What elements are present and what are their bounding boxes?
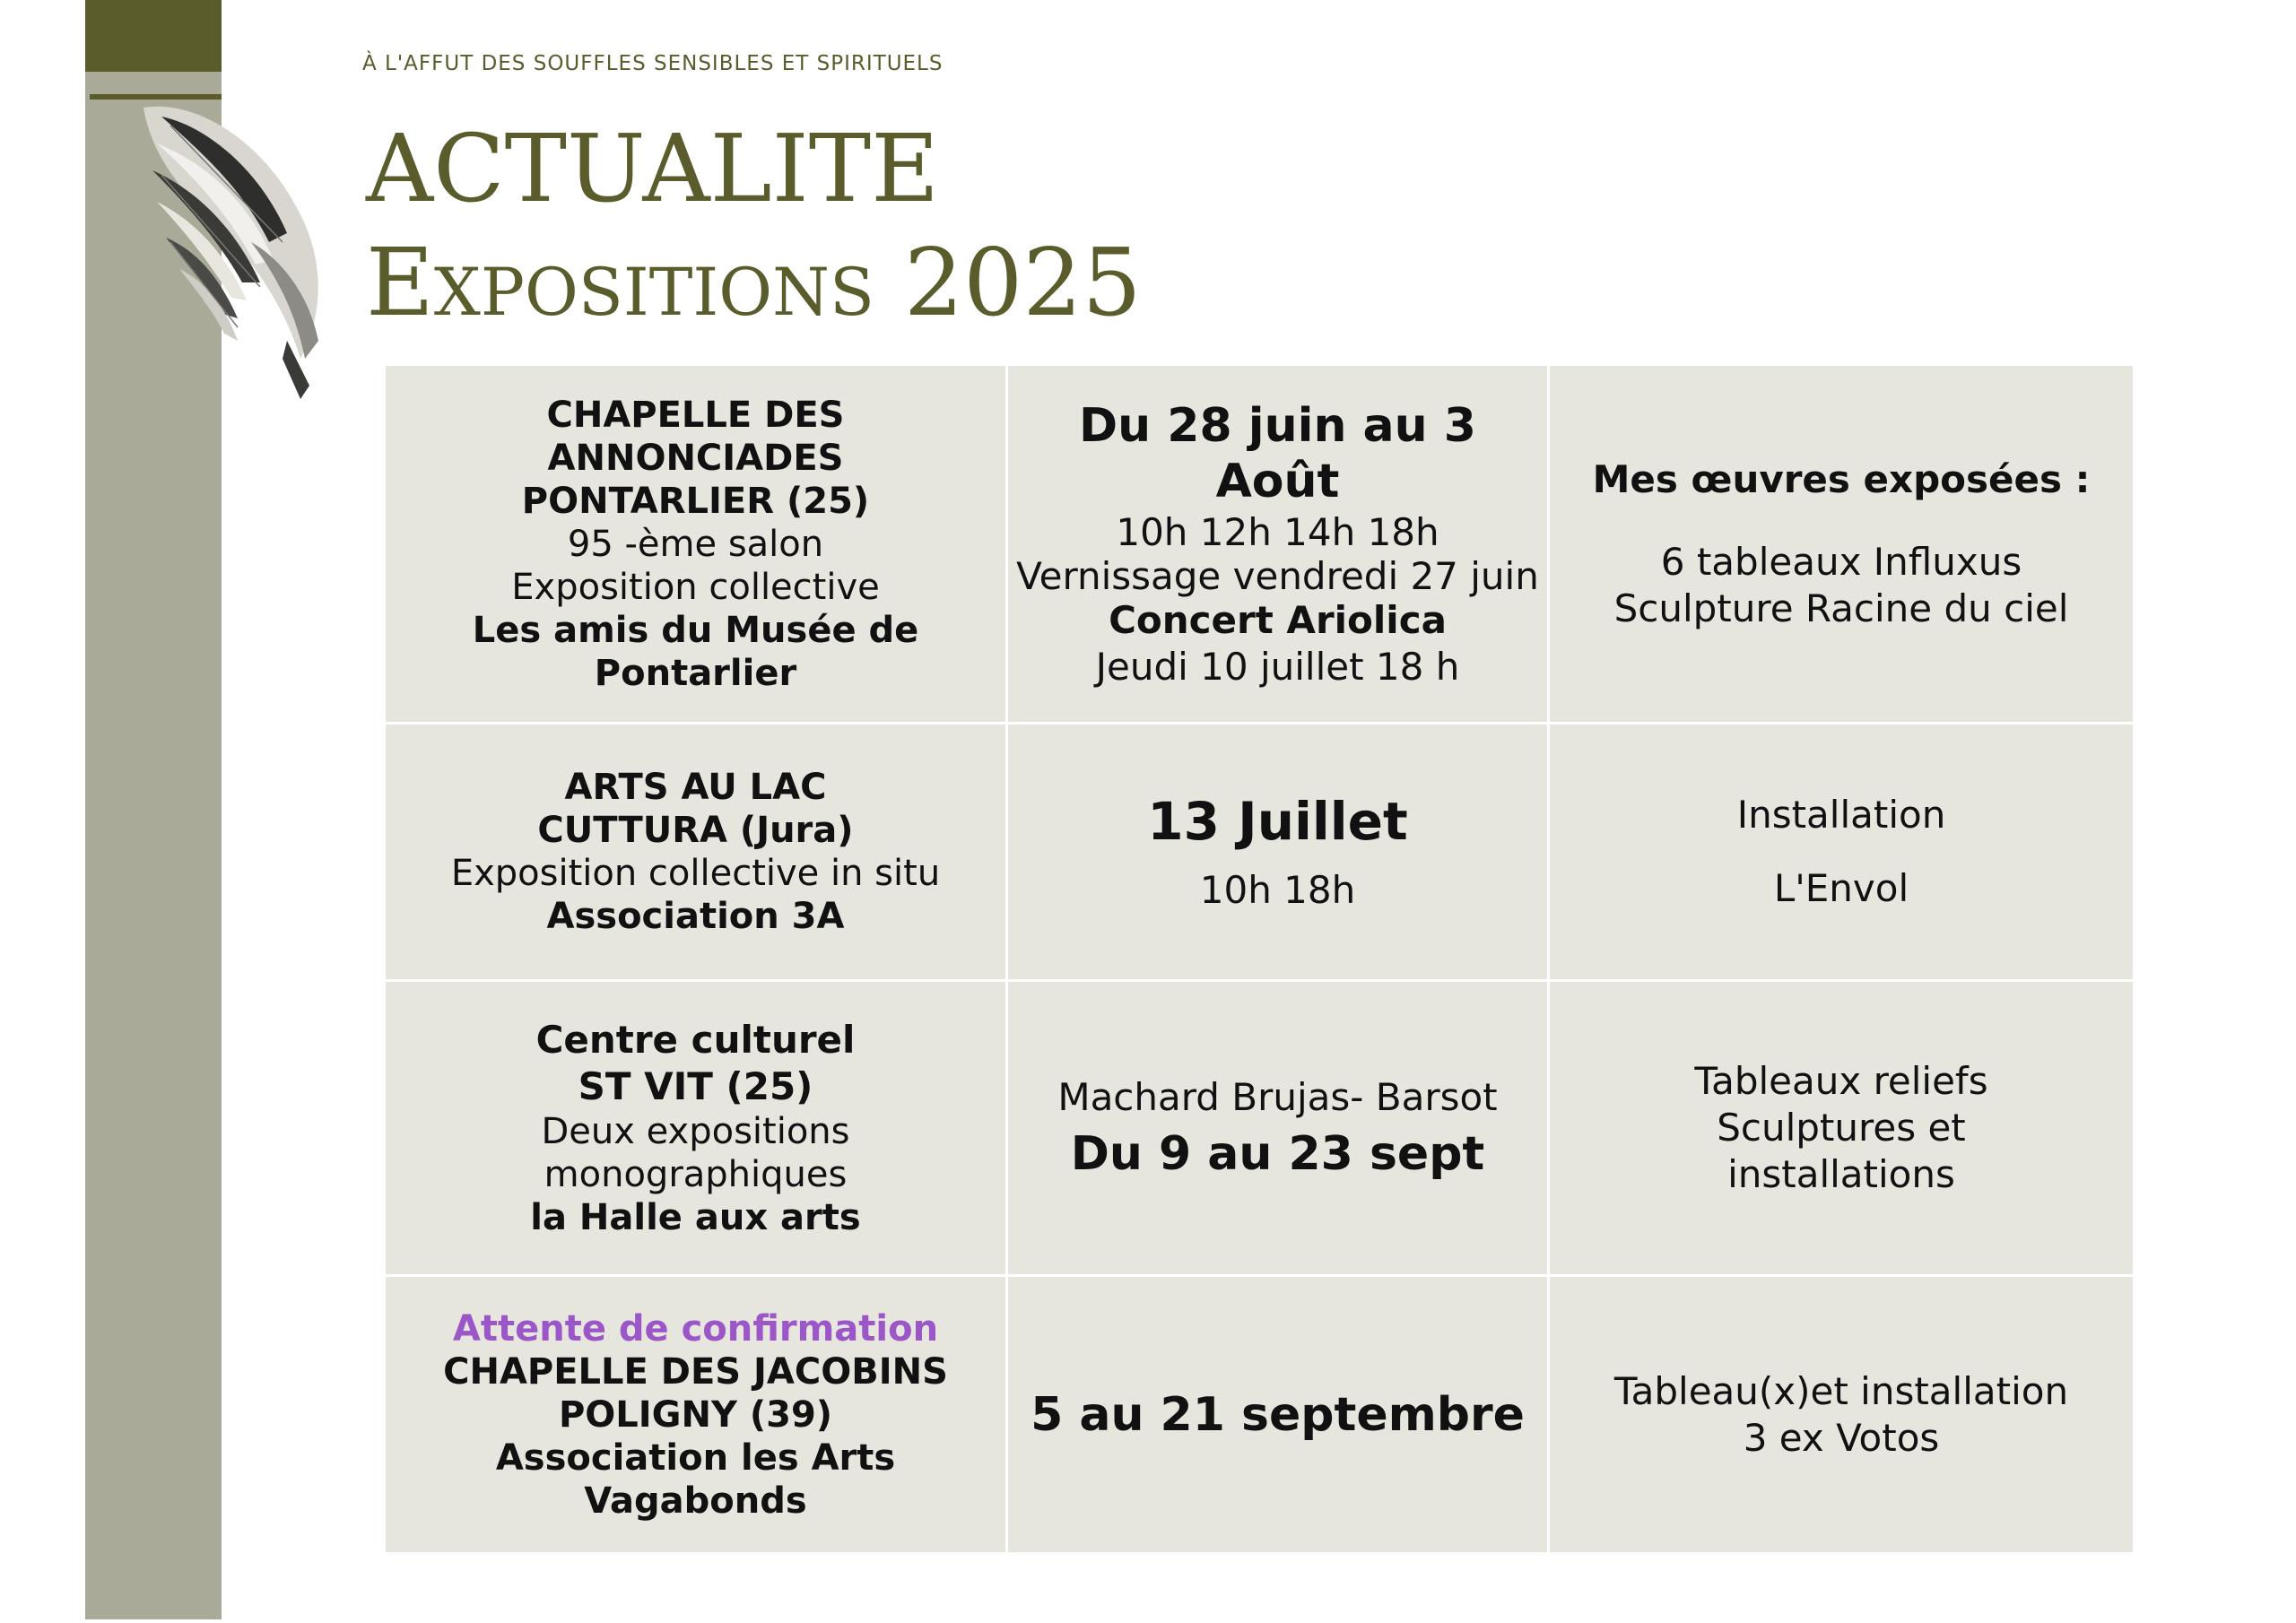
dates-cell	[1007, 365, 1549, 724]
table-row	[385, 724, 2135, 981]
venue-cell	[385, 365, 1007, 724]
venue-location: ST VIT (25)	[578, 1064, 813, 1108]
artists-names: Machard Brujas- Barsot	[1057, 1075, 1498, 1119]
venue-cell	[385, 981, 1007, 1276]
page-subtitle: Expositions 2025	[366, 228, 1142, 337]
venue-organizer: la Halle aux arts	[530, 1197, 861, 1238]
opening-hours: 10h 12h 14h 18h	[1116, 509, 1439, 554]
venue-organizer: Association les Arts Vagabonds	[495, 1436, 896, 1522]
venue-cell	[385, 724, 1007, 981]
table-row	[385, 1276, 2135, 1554]
works-heading: Mes œuvres exposées :	[1592, 456, 2091, 501]
works-cell	[1549, 365, 2135, 724]
date-range: 5 au 21 septembre	[1031, 1387, 1525, 1442]
venue-name: ARTS AU LAC	[564, 767, 827, 808]
works-cell	[1549, 724, 2135, 981]
works-cell	[1549, 1276, 2135, 1554]
date-range: Du 9 au 23 sept	[1070, 1127, 1485, 1181]
venue-location: CUTTURA (Jura)	[537, 810, 854, 851]
concert-title: Concert Ariolica	[1109, 597, 1447, 642]
works-item: Sculptures et installations	[1717, 1106, 1966, 1196]
pending-status: Attente de confirmation	[452, 1307, 939, 1350]
concert-date: Jeudi 10 juillet 18 h	[1095, 644, 1460, 689]
date-range: Du 28 juin au 3 Août	[1079, 398, 1476, 508]
feather-wing-icon	[117, 90, 341, 412]
venue-organizer: Association 3A	[546, 896, 845, 937]
table-row	[385, 365, 2135, 724]
opening-hours: 10h 18h	[1199, 868, 1356, 912]
left-bar-top-block	[85, 0, 222, 72]
venue-detail: Exposition collective in situ	[450, 853, 941, 894]
table-row	[385, 981, 2135, 1276]
venue-detail: Exposition collective	[511, 566, 880, 608]
vernissage-text: Vernissage vendredi 27 juin	[1016, 553, 1539, 598]
works-item: 3 ex Votos	[1743, 1415, 1940, 1460]
venue-location: PONTARLIER (25)	[521, 480, 870, 522]
works-item: 6 tableaux Influxus	[1660, 539, 2022, 584]
dates-cell	[1007, 981, 1549, 1276]
page-tagline: À L'AFFUT DES SOUFFLES SENSIBLES ET SPIRITUELS	[362, 52, 944, 75]
venue-name: Centre culturel	[535, 1018, 856, 1062]
venue-cell	[385, 1276, 1007, 1554]
date-range: 13 Juillet	[1147, 791, 1408, 852]
works-item: Sculpture Racine du ciel	[1613, 586, 2069, 630]
works-item: Installation	[1736, 793, 1946, 837]
page-title: ACTUALITE	[366, 114, 940, 223]
venue-organizer: Les amis du Musée de Pontarlier	[472, 609, 919, 694]
venue-location: POLIGNY (39)	[558, 1393, 833, 1436]
exhibitions-table	[383, 363, 2135, 1555]
works-item: Tableau(x)et installation	[1613, 1368, 2069, 1413]
works-item: L'Envol	[1773, 866, 1909, 910]
dates-cell	[1007, 724, 1549, 981]
dates-cell	[1007, 1276, 1549, 1554]
venue-name: CHAPELLE DES JACOBINS	[443, 1350, 948, 1393]
venue-detail: 95 -ème salon	[567, 523, 824, 565]
venue-detail: Deux expositions monographiques	[541, 1111, 850, 1195]
works-cell	[1549, 981, 2135, 1276]
venue-name: CHAPELLE DES ANNONCIADES	[546, 394, 845, 479]
works-item: Tableaux reliefs	[1694, 1059, 1988, 1103]
